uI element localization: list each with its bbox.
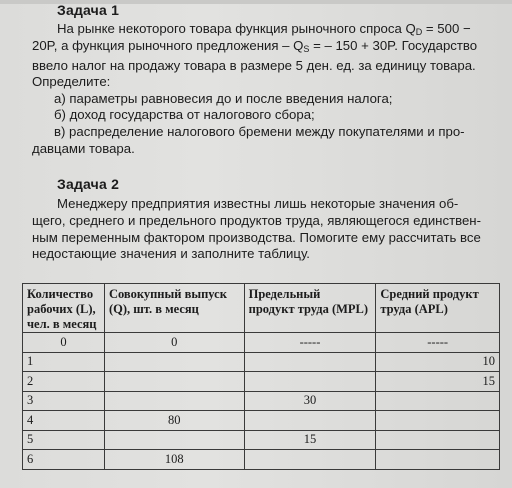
cell-labor: 4 xyxy=(23,411,105,431)
cell-mpl xyxy=(244,450,376,470)
cell-output: 108 xyxy=(104,450,244,470)
cell-labor: 0 xyxy=(23,333,105,353)
cell-mpl xyxy=(244,372,376,392)
table-row xyxy=(23,430,500,450)
table-row xyxy=(23,372,500,392)
header-apl-line1: Средний продукт xyxy=(380,287,479,301)
cell-output xyxy=(104,372,244,392)
task2-line1: Менеджеру предприятия известны лишь некоторые значения об- xyxy=(57,196,459,211)
cell-output xyxy=(104,430,244,450)
cell-apl: 10 xyxy=(376,352,500,372)
task1-line2: 20P, а функция рыночного предложения – $Q_S$ = – 150 + 30P. Государство xyxy=(32,38,478,54)
cell-mpl: 30 xyxy=(244,391,376,411)
task1-item-b: б) доход государства от налогового сбора; xyxy=(54,107,315,123)
task1-line3: ввело налог на продажу товара в размере 5 ден. ед. за единицу товара. xyxy=(32,57,476,73)
cell-output xyxy=(104,352,244,372)
task1-title: Задача 1 xyxy=(57,2,120,18)
cell-apl xyxy=(376,391,500,411)
cell-mpl xyxy=(244,411,376,431)
task2-title: Задача 2 xyxy=(57,176,120,192)
header-output-line1: Совокупный выпуск xyxy=(108,287,227,301)
header-apl-line2: труда (APL) xyxy=(380,302,448,316)
header-labor xyxy=(23,284,105,333)
task2-text xyxy=(57,196,458,213)
cell-labor: 6 xyxy=(23,450,105,470)
task1-item-c-2: давцами товара. xyxy=(32,140,135,156)
task2-line2: щего, среднего и предельного продуктов труда, являющегося единствен- xyxy=(32,213,481,228)
task1-item-a: а) параметры равновесия до и после введения налога; xyxy=(54,90,393,106)
header-labor-line3: чел. в месяц xyxy=(27,317,97,331)
cell-output xyxy=(104,391,244,411)
header-total-output xyxy=(104,284,244,333)
cell-apl xyxy=(376,430,500,450)
header-mpl-line2: продукт труда (MPL) xyxy=(248,302,369,316)
cell-labor: 2 xyxy=(23,372,105,392)
table-row xyxy=(23,333,500,353)
cell-labor: 1 xyxy=(23,352,105,372)
header-labor-line2: рабочих (L), xyxy=(27,302,96,316)
task2-text-cont xyxy=(32,213,481,263)
header-labor-line1: Количество xyxy=(27,287,94,301)
table-row xyxy=(23,450,500,470)
table-row xyxy=(23,391,500,411)
cell-output: 0 xyxy=(104,333,244,353)
table-row xyxy=(23,352,500,372)
task1-text-cont xyxy=(32,38,477,157)
cell-apl xyxy=(376,450,500,470)
cell-apl: ----- xyxy=(376,333,500,353)
cell-apl: 15 xyxy=(376,372,500,392)
header-apl xyxy=(376,284,500,333)
header-mpl xyxy=(244,284,376,333)
cell-apl xyxy=(376,411,500,431)
cell-mpl: 15 xyxy=(244,430,376,450)
task2-line4: недостающие значения и заполните таблицу. xyxy=(32,246,310,262)
header-output-line2: (Q), шт. в месяц xyxy=(108,302,199,316)
cell-labor: 3 xyxy=(23,391,105,411)
cell-mpl xyxy=(244,352,376,372)
table-row xyxy=(23,411,500,431)
cell-labor: 5 xyxy=(23,430,105,450)
table-header-row xyxy=(23,284,500,333)
task1-item-c-1: в) распределение налогового бремени между покупателями и про- xyxy=(54,123,465,139)
task1-line4: Определите: xyxy=(32,74,111,90)
task1-line1: На рынке некоторого товара функция рыночного спроса $Q_D = 500$ − xyxy=(57,21,471,37)
cell-output: 80 xyxy=(104,411,244,431)
cell-mpl: ----- xyxy=(244,333,376,353)
labor-product-table xyxy=(22,283,500,470)
header-mpl-line1: Предельный xyxy=(248,287,321,301)
task2-line3: ным переменным фактором производства. Помогите ему рассчитать все xyxy=(32,229,481,245)
